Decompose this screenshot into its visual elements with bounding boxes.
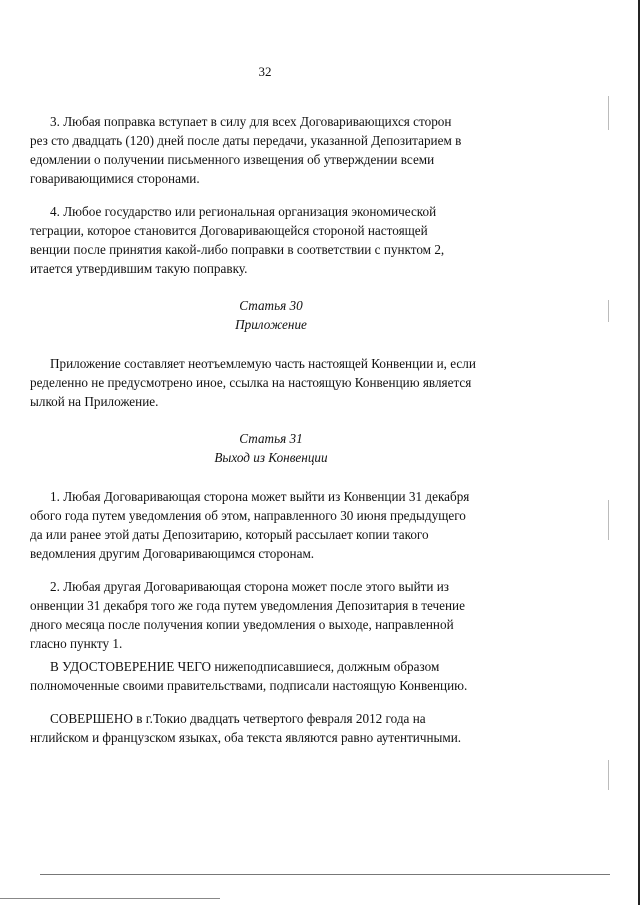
bottom-rule — [40, 874, 610, 875]
margin-mark — [608, 300, 609, 322]
article-30-title: Приложение — [235, 317, 307, 332]
margin-mark — [608, 500, 609, 540]
article-30-heading — [30, 296, 512, 334]
paragraph-3: 3. Любая поправка вступает в силу для всех Договаривающихся сторон рез сто двадцать (120) дней после даты передачи, указанной Депозитарием в едомлении о получении письменного извещения об утверждении всеми говаривающимися сторонами. — [30, 114, 462, 186]
document-body — [30, 112, 512, 747]
paragraph-4: 4. Любое государство или региональная организация экономической теграции, которое становится Договаривающейся стороной настоящей венции после принятия какой-либо поправки в соответствии с пунктом 2, итается утвердившим такую поправку. — [30, 204, 445, 276]
witness-clause: В УДОСТОВЕРЕНИЕ ЧЕГО нижеподписавшиеся, должным образом полномоченные своими правительствами, подписали настоящую Конвенцию. — [30, 659, 468, 693]
bottom-rule-secondary — [0, 898, 220, 899]
article-30-number: Статья 30 — [239, 298, 303, 313]
margin-mark — [608, 96, 609, 130]
article-31-title: Выход из Конвенции — [214, 450, 328, 465]
article-31-paragraph-1: 1. Любая Договаривающая сторона может выйти из Конвенции 31 декабря обого года путем уведомления об этом, направленного 30 июня предыдущего да или ранее этой даты Депозитарию, который рассылает копии такого ведомления другим Договаривающимся сторонам. — [30, 489, 470, 561]
page-number: 32 — [258, 64, 272, 79]
article-31-heading — [30, 429, 512, 467]
margin-mark — [608, 760, 609, 790]
article-31-paragraph-2: 2. Любая другая Договаривающая сторона может после этого выйти из онвенции 31 декабря того же года путем уведомления Депозитария в течение дного месяца после получения копии уведомления о выходе, направленной гласно пункту 1. — [30, 579, 465, 651]
article-31-number: Статья 31 — [239, 431, 303, 446]
done-clause: СОВЕРШЕНО в г.Токио двадцать четвертого февраля 2012 года на нглийском и французском языках, оба текста являются равно аутентичными. — [30, 711, 462, 745]
article-30-text: Приложение составляет неотъемлемую часть настоящей Конвенции и, если ределенно не предусмотрено иное, ссылка на настоящую Конвенцию является ылкой на Приложение. — [30, 356, 476, 409]
